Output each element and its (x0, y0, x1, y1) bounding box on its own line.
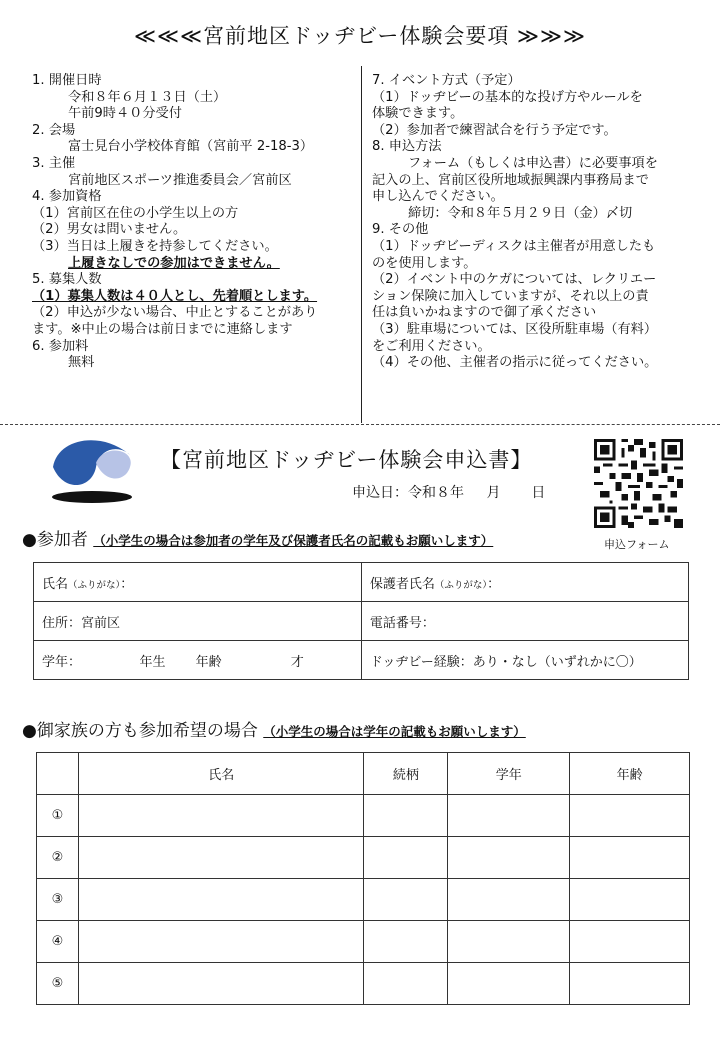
guideline-line: 富士見台小学校体育館（宮前平 2-18-3） (68, 139, 314, 155)
participant-section-heading (22, 525, 493, 550)
guideline-line: 3. 主催 (32, 155, 76, 171)
guideline-line: のを使用します。 (372, 255, 477, 271)
experience-field[interactable]: ドッヂビー経験：あり・なし（いずれかに〇） (361, 641, 688, 680)
qr-code-label: 申込フォーム (604, 538, 670, 551)
table-row (34, 563, 689, 602)
family-table (36, 752, 690, 1005)
guideline-line: 4. 参加資格 (32, 189, 102, 205)
family-entry-cell[interactable] (78, 963, 364, 1005)
family-entry-cell[interactable] (448, 963, 570, 1005)
guideline-line: （3）駐車場については、区役所駐車場（有料） (372, 321, 658, 337)
guideline-line: 任は負いかねますので御了承ください (372, 305, 597, 321)
participant-heading: ●参加者 (22, 530, 88, 550)
row-number: ④ (37, 921, 79, 963)
guideline-line: 午前9時４０分受付 (68, 106, 182, 122)
family-entry-cell[interactable] (570, 963, 690, 1005)
family-heading: ●御家族の方も参加希望の場合 (22, 721, 258, 741)
family-entry-cell[interactable] (78, 795, 364, 837)
family-entry-cell[interactable] (570, 795, 690, 837)
column-divider (361, 66, 362, 423)
family-entry-cell[interactable] (570, 879, 690, 921)
family-entry-cell[interactable] (78, 921, 364, 963)
guideline-line: 2. 会場 (32, 122, 76, 138)
family-entry-cell[interactable] (448, 879, 570, 921)
guideline-line: （2）参加者で練習試合を行う予定です。 (372, 122, 617, 138)
phone-field[interactable]: 電話番号： (361, 602, 688, 641)
cut-line (0, 424, 720, 425)
guideline-line: ます。※中止の場合は前日までに連絡します (32, 321, 293, 337)
guideline-left-column (32, 73, 358, 372)
guideline-line: 申し込んでください。 (372, 189, 504, 205)
guideline-line: 8. 申込方法 (372, 139, 442, 155)
family-entry-cell[interactable] (78, 879, 364, 921)
guideline-line: （1）ドッヂビーの基本的な投げ方やルールを (372, 89, 643, 105)
row-number: ③ (37, 879, 79, 921)
guideline-line: 1. 開催日時 (32, 73, 102, 88)
guardian-name-field[interactable]: 保護者氏名（ふりがな）： (361, 563, 688, 602)
guideline-line: 6. 参加料 (32, 338, 89, 354)
family-entry-cell[interactable] (448, 921, 570, 963)
organizer-logo (48, 437, 138, 509)
table-row (34, 602, 689, 641)
guideline-line: フォーム（もしくは申込書）に必要事項を (408, 155, 658, 171)
qr-code-icon[interactable] (594, 439, 683, 528)
guideline-line: 無料 (68, 355, 95, 371)
guideline-line: 締切：令和８年５月２９日（金）〆切 (408, 205, 633, 221)
table-row (34, 641, 689, 680)
table-row (37, 837, 690, 879)
application-date[interactable]: 申込日：令和８年 月 日 (352, 485, 546, 501)
column-header: 続柄 (364, 753, 448, 795)
table-header-row (37, 753, 690, 795)
guideline-line: （2）男女は問いません。 (32, 222, 187, 238)
guideline-line: 上履きなしでの参加はできません。 (68, 255, 280, 271)
table-row (37, 879, 690, 921)
row-number: ⑤ (37, 963, 79, 1005)
address-field[interactable]: 住所：宮前区 (34, 602, 362, 641)
grade-age-field[interactable]: 学年： 年生 年齢 才 (34, 641, 362, 680)
family-entry-cell[interactable] (364, 795, 448, 837)
family-note: （小学生の場合は学年の記載もお願いします） (263, 724, 526, 739)
guideline-line: （1）宮前区在住の小学生以上の方 (32, 205, 239, 221)
guideline-line: をご利用ください。 (372, 338, 491, 354)
family-entry-cell[interactable] (570, 837, 690, 879)
family-entry-cell[interactable] (364, 837, 448, 879)
table-row (37, 921, 690, 963)
participant-note: （小学生の場合は参加者の学年及び保護者氏名の記載もお願いします） (93, 533, 494, 548)
guideline-line: （4）その他、主催者の指示に従ってください。 (372, 355, 658, 371)
guideline-right-column (372, 73, 702, 372)
guideline-line: 宮前地区スポーツ推進委員会／宮前区 (68, 172, 292, 188)
column-header: 氏名 (78, 753, 364, 795)
guideline-line: 体験できます。 (372, 106, 464, 122)
application-form-title: 【宮前地区ドッヂビー体験会申込書】 (160, 448, 533, 472)
column-header: 学年 (448, 753, 570, 795)
family-entry-cell[interactable] (364, 879, 448, 921)
guideline-line: ション保険に加入していますが、それ以上の責 (372, 288, 649, 304)
family-entry-cell[interactable] (570, 921, 690, 963)
participant-table (33, 562, 689, 680)
column-header (37, 753, 79, 795)
page-title: ≪≪≪宮前地区ドッヂビー体験会要項 ≫≫≫ (134, 24, 586, 48)
family-entry-cell[interactable] (78, 837, 364, 879)
guideline-line: 9. その他 (372, 222, 429, 238)
table-row (37, 963, 690, 1005)
row-number: ① (37, 795, 79, 837)
column-header: 年齢 (570, 753, 690, 795)
guideline-line: 7. イベント方式（予定） (372, 73, 521, 88)
guideline-line: 5. 募集人数 (32, 272, 102, 288)
family-entry-cell[interactable] (448, 837, 570, 879)
guideline-line: （2）イベント中のケガについては、レクリエー (372, 272, 657, 288)
name-field[interactable]: 氏名（ふりがな）： (34, 563, 362, 602)
guideline-line: （1）ドッヂビーディスクは主催者が用意したも (372, 238, 656, 254)
table-row (37, 795, 690, 837)
family-entry-cell[interactable] (448, 795, 570, 837)
family-section-heading (22, 716, 526, 741)
family-entry-cell[interactable] (364, 963, 448, 1005)
guideline-line: （2）申込が少ない場合、中止とすることがあり (32, 305, 318, 321)
guideline-line: 令和８年６月１３日（土） (68, 89, 227, 105)
guideline-line: 記入の上、宮前区役所地域振興課内事務局まで (372, 172, 649, 188)
family-entry-cell[interactable] (364, 921, 448, 963)
guideline-line: （3）当日は上履きを持参してください。 (32, 238, 278, 254)
row-number: ② (37, 837, 79, 879)
guideline-line: （1）募集人数は４０人とし、先着順とします。 (32, 288, 318, 304)
